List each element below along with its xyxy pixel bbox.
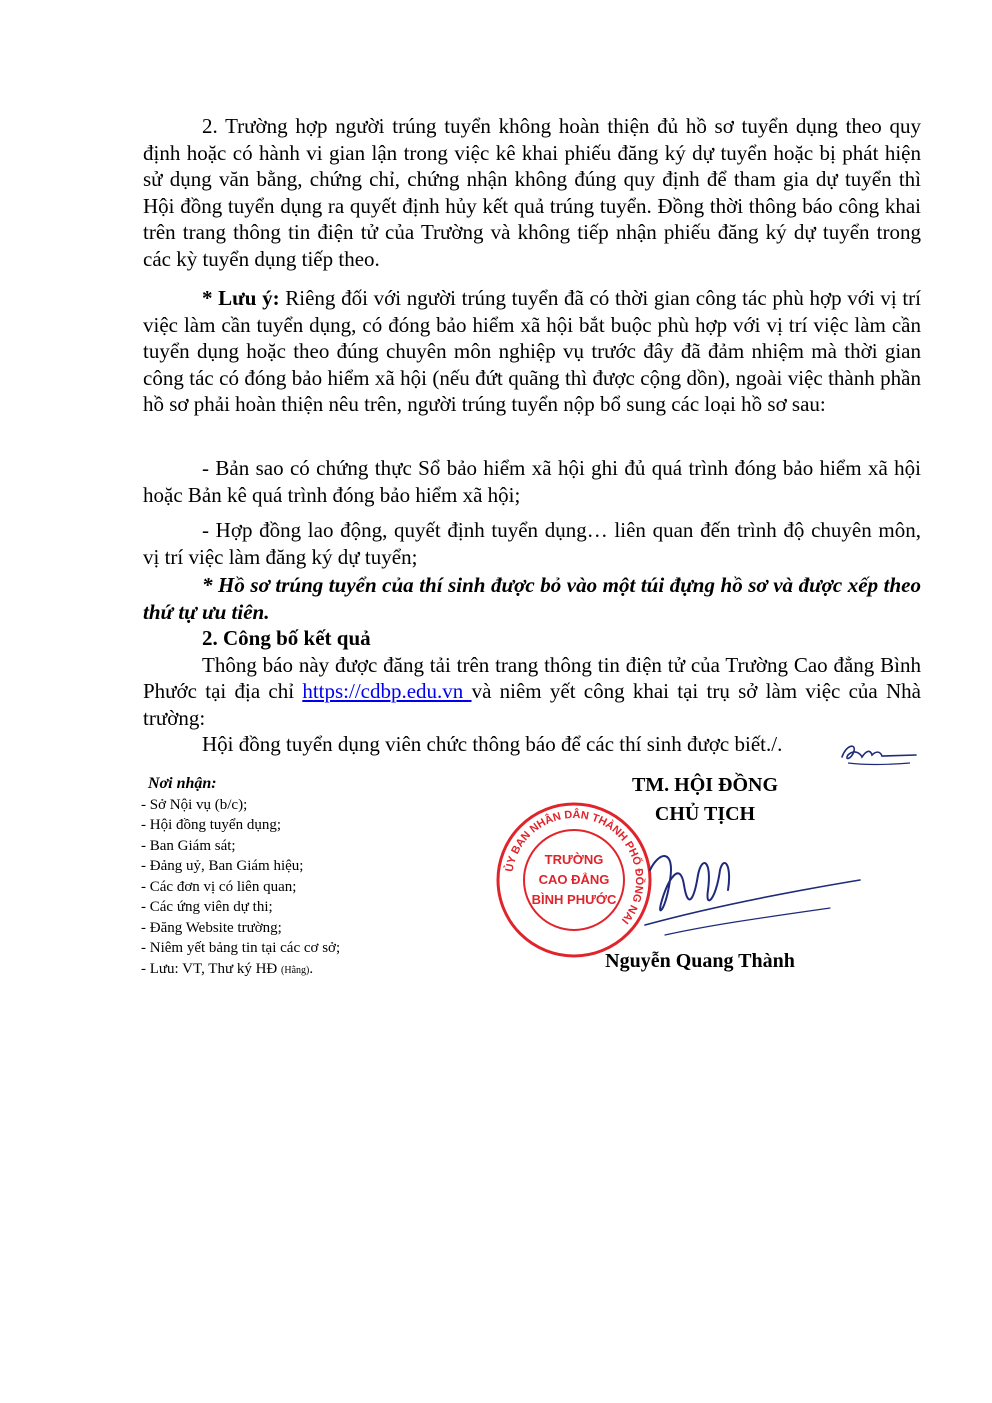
recipient-item: - Hội đồng tuyển dụng; xyxy=(141,817,281,833)
paragraph-cancellation xyxy=(143,113,921,272)
paragraph-item-2 xyxy=(143,517,921,570)
recipient-item: - Các đơn vị có liên quan; xyxy=(141,878,297,895)
recipient-item: - Ban Giám sát; xyxy=(141,837,236,854)
announcement-text: Thông báo này được đăng tải trên trang thông tin điện tử của Trường Cao đẳng Bình Phước tại địa chỉ xyxy=(143,652,921,703)
svg-text:BÌNH PHƯỚC: BÌNH PHƯỚC xyxy=(531,892,617,907)
recipients-block xyxy=(141,774,441,981)
paragraph-note xyxy=(143,285,921,418)
note-label: * Lưu ý: xyxy=(202,286,280,310)
signature-role: CHỦ TỊCH xyxy=(654,803,756,825)
closing-text: Hội đồng tuyển dụng viên chức thông báo để các thí sinh được biết./. xyxy=(202,732,783,756)
section-title: 2. Công bố kết quả xyxy=(202,626,371,650)
announcement-text-end: và niêm yết công khai tại trụ sở làm việc của Nhà trường: xyxy=(143,679,921,730)
svg-text:TRƯỜNG: TRƯỜNG xyxy=(544,852,604,867)
seal-ring-text: ỦY BAN NHÂN DÂN THÀNH PHỐ ĐỒNG NAI xyxy=(503,808,646,926)
website-link[interactable]: https://cdbp.edu.vn xyxy=(302,679,472,703)
archive-clerk: (Hằng) xyxy=(281,964,310,976)
archive-text: - Lưu: VT, Thư ký HĐ xyxy=(141,960,282,977)
signer-name: Nguyễn Quang Thành xyxy=(605,950,795,972)
emphasis-text: * Hồ sơ trúng tuyển của thí sinh được bỏ vào một túi đựng hồ sơ và được xếp theo thứ tự ưu tiên. xyxy=(143,573,921,624)
note-text: Riêng đối với người trúng tuyển đã có thời gian công tác phù hợp với vị trí việc làm cần tuyển dụng, có đóng bảo hiểm xã hội bắt buộc phù hợp với vị trí việc làm cần tuyển dụng hoặc theo đúng chuyên môn nghiệp vụ trước đây đã đảm nhiệm mà thời gian công tác có đóng bảo hiểm xã hội (nếu đứt quãng thì được cộng dồn), ngoài việc thành phần hồ sơ phải hoàn thiện nêu trên, người trúng tuyển nộp bổ sung các loại hồ sơ sau: xyxy=(143,286,921,416)
recipient-item: - Sở Nội vụ (b/c); xyxy=(141,796,248,813)
item-1-text: - Bản sao có chứng thực Sổ bảo hiểm xã hội ghi đủ quá trình đóng bảo hiểm xã hội hoặc Bản kê quá trình đóng bảo hiểm xã hội; xyxy=(143,456,921,507)
recipient-item: - Niêm yết bảng tin tại các cơ sở; xyxy=(141,940,341,956)
item-2-text: - Hợp đồng lao động, quyết định tuyển dụng… liên quan đến trình độ chuyên môn, vị trí việc làm đăng ký dự tuyển; xyxy=(143,518,921,569)
recipient-item: - Đảng uỷ, Ban Giám hiệu; xyxy=(141,858,304,874)
initials-signature-icon xyxy=(834,735,924,769)
recipients-title: Nơi nhận: xyxy=(148,775,217,792)
svg-text:CAO ĐẲNG: CAO ĐẲNG xyxy=(538,872,610,887)
paragraph-text: 2. Trường hợp người trúng tuyển không hoàn thiện đủ hồ sơ tuyển dụng theo quy định hoặc có hành vi gian lận trong việc kê khai phiếu đăng ký dự tuyển hoặc bị phát hiện sử dụng văn bằng, chứng chỉ, chứng nhận không đúng quy định để tham gia dự tuyển thì Hội đồng tuyển dụng ra quyết định hủy kết quả trúng tuyển. Đồng thời thông báo công khai trên trang thông tin điện tử của Trường và không tiếp nhận phiếu đăng ký dự tuyển trong các kỳ tuyển dụng tiếp theo. xyxy=(143,114,921,271)
recipient-item: - Đăng Website trường; xyxy=(141,919,282,936)
signature-title: TM. HỘI ĐỒNG xyxy=(631,774,779,796)
announcement-paragraph xyxy=(143,652,921,732)
paragraph-emphasis xyxy=(143,572,921,625)
section-announcement xyxy=(143,625,921,758)
note-paragraph xyxy=(143,285,921,418)
paragraph-item-1 xyxy=(143,455,921,508)
recipient-item-archive xyxy=(141,959,441,982)
recipient-item: - Các ứng viên dự thi; xyxy=(141,899,273,915)
archive-end: . xyxy=(309,960,314,977)
recipients-list xyxy=(141,795,441,982)
handwritten-signature-icon xyxy=(620,830,870,950)
